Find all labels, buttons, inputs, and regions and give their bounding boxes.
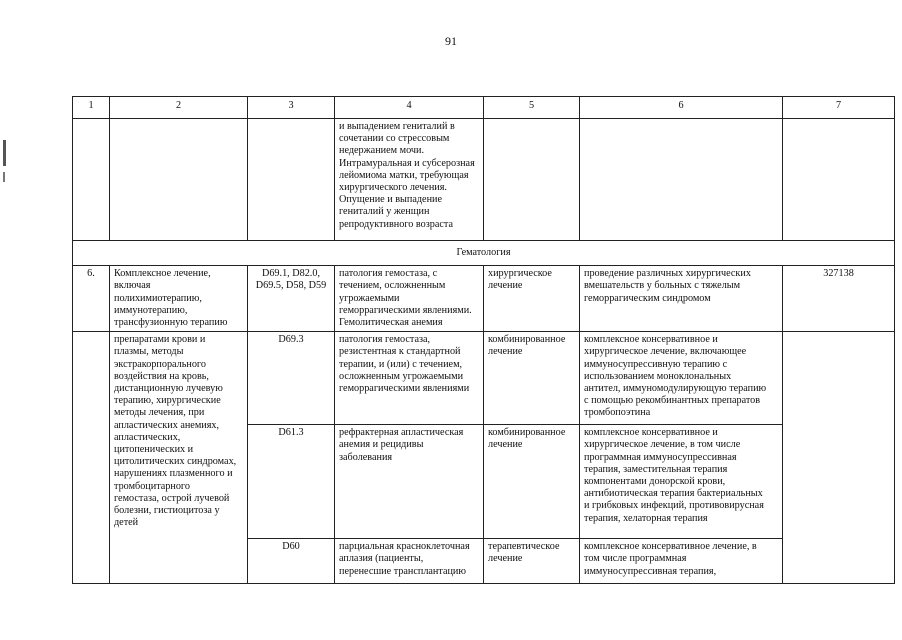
text-line: резистентная к стандартной <box>339 346 461 358</box>
table-cell <box>73 119 110 241</box>
text-line: цитолитических синдромах, <box>114 456 237 468</box>
text-line: хирургическое лечение, включающее <box>584 346 747 358</box>
treatment-type-cell <box>484 539 580 584</box>
text-line: лечение <box>488 439 523 451</box>
table-cell <box>783 332 895 584</box>
header-cell: 5 <box>484 97 580 119</box>
text-line: перенесшие трансплантацию <box>339 565 466 577</box>
text-line: рефрактерная апластическая <box>339 427 464 439</box>
header-row <box>73 97 895 119</box>
text-line: Интрамуральная и субсерозная <box>339 157 475 169</box>
text-line: включая <box>114 280 151 292</box>
text-line: апластических анемиях, <box>114 419 220 431</box>
text-line: патология гемостаза, <box>339 334 431 346</box>
header-cell: 7 <box>783 97 895 119</box>
text-line: использованием моноклональных <box>584 370 732 382</box>
text-line: комплексное консервативное и <box>584 334 718 346</box>
codes-cell <box>248 425 335 539</box>
text-line: комплексное консервативное лечение, в <box>584 541 757 553</box>
text-line: дистанционную лучевую <box>114 383 223 395</box>
text-line: Комплексное лечение, <box>114 268 211 280</box>
header-cell: 4 <box>335 97 484 119</box>
method-cell <box>580 266 783 332</box>
text-line: угрожаемыми <box>339 292 400 304</box>
text-line: анемия и рецидивы <box>339 439 424 451</box>
text-line: осложненным угрожаемыми <box>339 370 464 382</box>
text-line: с помощью рекомбинантных препаратов <box>584 395 761 407</box>
diagnosis-cell <box>335 539 484 584</box>
text-line: D61.3 <box>278 427 304 439</box>
text-line: и выпадением гениталий в <box>339 121 455 132</box>
codes-cell <box>248 332 335 425</box>
text-line: программная иммуносупрессивная <box>584 451 737 463</box>
text-line: методы лечения, при <box>114 407 205 419</box>
text-line: геморрагическим синдромом <box>584 292 711 304</box>
table-cell <box>783 119 895 241</box>
amount-cell: 327138 <box>783 266 895 332</box>
text-line: болезни, гистиоцитоза у <box>114 505 220 517</box>
header-cell: 3 <box>248 97 335 119</box>
table-row <box>73 119 895 241</box>
text-line: терапия, хелаторная терапия <box>584 512 708 524</box>
treatment-type-cell <box>484 332 580 425</box>
method-cell <box>580 539 783 584</box>
page-number: 91 <box>445 34 457 48</box>
table-row <box>73 332 895 425</box>
section-title: Гематология <box>73 241 895 266</box>
text-line: D60 <box>282 541 300 553</box>
text-line: антибиотическая терапия бактериальных <box>584 488 763 500</box>
text-line: трансфузионную терапию <box>114 317 228 329</box>
text-line: плазмы, методы <box>114 346 184 358</box>
text-line: иммунотерапию, <box>114 304 188 316</box>
text-line: компонентами донорской крови, <box>584 476 726 488</box>
text-line: и грибковых инфекций, противовирусная <box>584 500 764 512</box>
text-line: иммуносупрессивную терапию с <box>584 358 728 370</box>
text-line: D69.1, D82.0, <box>261 268 320 280</box>
text-line: полихимиотерапию, <box>114 292 202 304</box>
header-cell: 2 <box>110 97 248 119</box>
text-line: патология гемостаза, с <box>339 268 438 280</box>
text-line: хирургическое <box>488 268 552 280</box>
text-line: репродуктивного возраста <box>339 218 453 230</box>
entry-name-continued <box>110 332 248 584</box>
method-cell <box>580 332 783 425</box>
text-line: антител, иммуномодулирующую терапию <box>584 383 767 395</box>
text-line: сочетании со стрессовым <box>339 133 450 145</box>
codes-cell <box>248 539 335 584</box>
header-cell: 6 <box>580 97 783 119</box>
text-line: хирургическое лечение, в том числе <box>584 439 741 451</box>
text-line: препаратами крови и <box>114 334 206 346</box>
table-cell <box>484 119 580 241</box>
text-line: экстракорпорального <box>114 358 206 370</box>
diagnosis-cell <box>335 119 484 241</box>
text-line: лечение <box>488 346 523 358</box>
text-line: лейомиома матки, требующая <box>339 169 469 181</box>
treatment-type-cell <box>484 266 580 332</box>
method-cell <box>580 425 783 539</box>
diagnosis-cell <box>335 332 484 425</box>
medical-care-table <box>72 96 895 584</box>
text-line: воздействия на кровь, <box>114 370 209 382</box>
text-line: терапевтическое <box>488 541 560 553</box>
text-line: геморрагическими явлениями <box>339 383 470 395</box>
text-line: лечение <box>488 280 523 292</box>
text-line: терапии, и (или) с течением, <box>339 358 463 370</box>
text-line: D69.5, D58, D59 <box>255 280 327 292</box>
text-line: вмешательств у больных с тяжелым <box>584 280 741 292</box>
table-row <box>73 266 895 332</box>
text-line: комбинированное <box>488 427 566 439</box>
text-line: гениталий у женщин <box>339 206 430 218</box>
section-row <box>73 241 895 266</box>
table-cell <box>73 332 110 584</box>
entry-number: 6. <box>73 266 110 332</box>
treatment-type-cell <box>484 425 580 539</box>
text-line: течением, осложненным <box>339 280 446 292</box>
text-line: иммуносупрессивная терапия, <box>584 565 717 577</box>
text-line: цитопенических и <box>114 444 194 456</box>
table-cell <box>580 119 783 241</box>
text-line: заболевания <box>339 451 393 463</box>
entry-name <box>110 266 248 332</box>
text-line: нарушениях плазменного и <box>114 468 233 480</box>
text-line: гемостаза, острой лучевой <box>114 492 230 504</box>
text-line: лечение <box>488 553 523 565</box>
text-line: аплазия (пациенты, <box>339 553 424 565</box>
text-line: комбинированное <box>488 334 566 346</box>
text-line: детей <box>114 517 139 529</box>
scan-artifact <box>3 140 6 166</box>
text-line: комплексное консервативное и <box>584 427 718 439</box>
header-cell: 1 <box>73 97 110 119</box>
table-cell <box>248 119 335 241</box>
table-cell <box>110 119 248 241</box>
scan-artifact <box>3 172 5 182</box>
text-line: терапия, заместительная терапия <box>584 463 728 475</box>
text-line: D69.3 <box>278 334 304 346</box>
text-line: том числе программная <box>584 553 687 565</box>
text-line: парциальная красноклеточная <box>339 541 470 553</box>
text-line: терапию, хирургические <box>114 395 221 407</box>
diagnosis-cell <box>335 266 484 332</box>
text-line: хирургического лечения. <box>339 182 447 194</box>
text-line: Опущение и выпадение <box>339 194 442 206</box>
text-line: Гемолитическая анемия <box>339 317 443 329</box>
diagnosis-cell <box>335 425 484 539</box>
text-line: недержанием мочи. <box>339 145 425 157</box>
text-line: тромбопоэтина <box>584 407 651 419</box>
codes-cell <box>248 266 335 332</box>
text-line: тромбоцитарного <box>114 480 190 492</box>
text-line: геморрагическими явлениями. <box>339 304 472 316</box>
text-line: проведение различных хирургических <box>584 268 751 280</box>
text-line: апластических, <box>114 431 181 443</box>
